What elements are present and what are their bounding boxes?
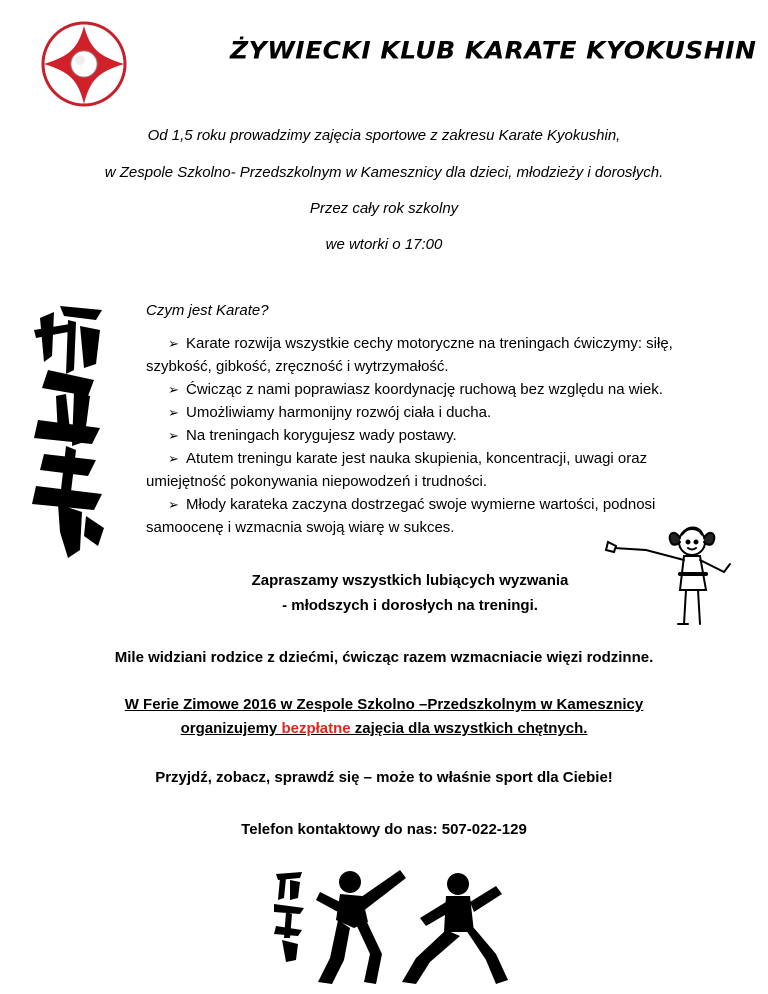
arrow-bullet-icon: ➢: [168, 497, 179, 512]
call-to-action: Przyjdź, zobacz, sprawdź się – może to właśnie sport dla Ciebie!: [155, 769, 613, 786]
kyokushin-logo-icon: [38, 20, 130, 108]
about-list: [146, 332, 736, 539]
karate-silhouettes-icon: [310, 862, 510, 988]
arrow-bullet-icon: ➢: [168, 405, 179, 420]
list-item: ➢ Umożliwiamy harmonijny rozwój ciała i ducha.: [146, 401, 736, 424]
list-item: umiejętność pokonywania niepowodzeń i trudności.: [146, 473, 488, 490]
list-item: ➢ Ćwicząc z nami poprawiasz koordynację ruchową bez względu na wiek.: [146, 378, 736, 401]
kanji-calligraphy-icon: [30, 300, 108, 562]
list-item: ➢ Atutem treningu karate jest nauka skupienia, koncentracji, uwagi oraz: [146, 447, 736, 470]
arrow-bullet-icon: ➢: [168, 336, 179, 351]
page-title: ŻYWIECKI KLUB KARATE KYOKUSHIN: [230, 36, 757, 65]
intro-line-4: we wtorki o 17:00: [325, 236, 443, 253]
arrow-bullet-icon: ➢: [168, 428, 179, 443]
about-question: Czym jest Karate?: [146, 302, 269, 319]
invite-line-2: - młodszych i dorosłych na treningi.: [282, 597, 538, 614]
kanji-small-icon: [272, 868, 306, 964]
ferie-line-1: W Ferie Zimowe 2016 w Zespole Szkolno –Przedszkolnym w Kamesznicy: [124, 696, 644, 713]
intro-line-3: Przez cały rok szkolny: [309, 200, 459, 217]
intro-line-1: Od 1,5 roku prowadzimy zajęcia sportowe z zakresu Karate Kyokushin,: [147, 127, 621, 144]
list-item: ➢ Karate rozwija wszystkie cechy motoryczne na treningach ćwiczymy: siłę,: [146, 332, 736, 355]
arrow-bullet-icon: ➢: [168, 382, 179, 397]
free-highlight: bezpłatne: [281, 720, 351, 737]
invite-line-1: Zapraszamy wszystkich lubiących wyzwania: [251, 572, 569, 589]
arrow-bullet-icon: ➢: [168, 451, 179, 466]
ferie-line-2: organizujemy bezpłatne zajęcia dla wszystkich chętnych.: [180, 720, 588, 737]
list-item: ➢ Młody karateka zaczyna dostrzegać swoje wymierne wartości, podnosi: [146, 493, 736, 516]
list-item: ➢ Na treningach korygujesz wady postawy.: [146, 424, 736, 447]
list-item: samoocenę i wzmacnia swoją wiarę w sukces.: [146, 519, 455, 536]
intro-line-2: w Zespole Szkolno- Przedszkolnym w Kamesznicy dla dzieci, młodzieży i dorosłych.: [104, 164, 664, 181]
phone-contact: Telefon kontaktowy do nas: 507-022-129: [241, 821, 527, 838]
list-item: szybkość, gibkość, zręczność i wytrzymałość.: [146, 358, 449, 375]
welcome-text: Mile widziani rodzice z dziećmi, ćwicząc razem wzmacniacie więzi rodzinne.: [114, 649, 654, 666]
